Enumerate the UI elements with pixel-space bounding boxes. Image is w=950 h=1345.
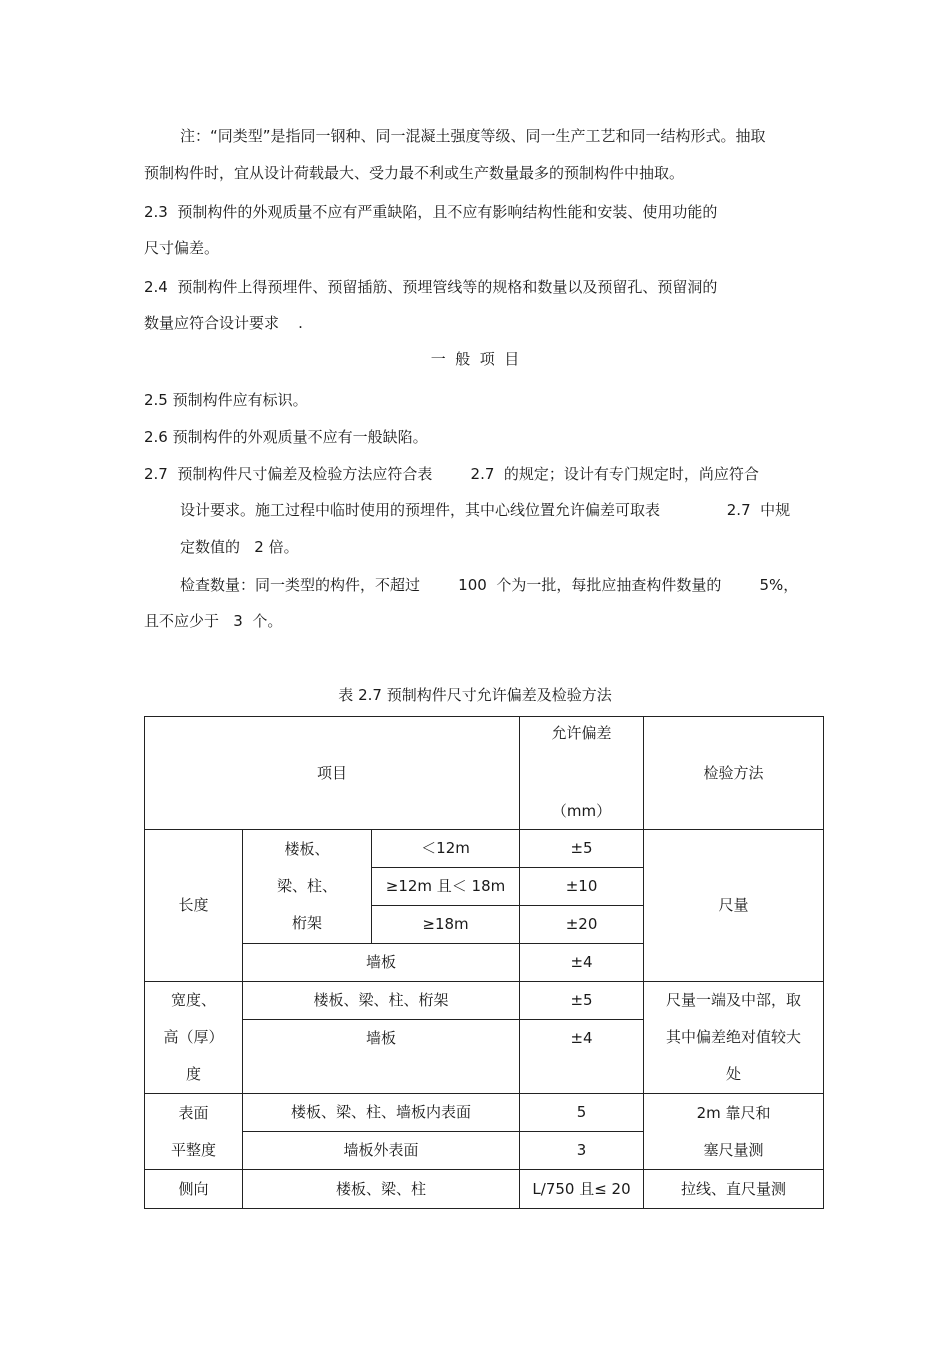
flatness-item-2: 墙板外表面	[243, 1132, 520, 1170]
length-group-line-1: 楼板、	[284, 840, 330, 858]
clause-2-4-line-2: 数量应符合设计要求 .	[144, 314, 303, 332]
flatness-tolerance-1: 5	[520, 1094, 644, 1132]
width-tolerance-2: ±4	[520, 1020, 644, 1094]
width-item-1: 楼板、梁、柱、桁架	[243, 982, 520, 1020]
table-header-row	[145, 717, 824, 830]
length-group-line-2: 梁、柱、	[276, 877, 337, 895]
lateral-tolerance: L/750 且≤ 20	[520, 1170, 644, 1209]
width-label-line-3: 度	[185, 1065, 201, 1083]
length-wall: 墙板	[243, 944, 520, 982]
width-method-line-2: 其中偏差绝对值较大	[666, 1028, 802, 1046]
flatness-tolerance-2: 3	[520, 1132, 644, 1170]
flatness-label-line-2: 平整度	[170, 1140, 216, 1159]
check-quantity-line-1: 检查数量：同一类型的构件，不超过 100 个为一批，每批应抽查构件数量的 5%，	[180, 576, 799, 594]
clause-2-3-line-1: 2.3 预制构件的外观质量不应有严重缺陷，且不应有影响结构性能和安装、使用功能的	[144, 203, 718, 221]
flatness-method	[644, 1094, 824, 1170]
length-group	[243, 830, 372, 944]
flatness-method-line-2: 塞尺量测	[703, 1140, 764, 1159]
note-line-2: 预制构件时，宜从设计荷载最大、受力最不利或生产数量最多的预制构件中抽取。	[144, 164, 685, 182]
header-item: 项目	[145, 717, 520, 830]
table-row	[145, 1170, 824, 1209]
table-row	[145, 1094, 824, 1132]
header-tolerance	[520, 717, 644, 830]
clause-2-7-line-1: 2.7 预制构件尺寸偏差及检验方法应符合表 2.7 的规定；设计有专门规定时，尚应符合	[144, 465, 759, 483]
length-range-2: ≥12m 且＜ 18m	[372, 868, 520, 906]
clause-2-5: 2.5 预制构件应有标识。	[144, 391, 308, 409]
length-tolerance-3: ±20	[520, 906, 644, 944]
flatness-item-1: 楼板、梁、柱、墙板内表面	[243, 1094, 520, 1132]
width-method	[644, 982, 824, 1094]
note-line-1: 注：“同类型”是指同一钢种、同一混凝土强度等级、同一生产工艺和同一结构形式。抽取	[180, 127, 766, 145]
clause-2-7-line-3: 定数值的 2 倍。	[180, 538, 299, 556]
flatness-method-line-1: 2m 靠尺和	[696, 1103, 771, 1122]
clause-2-3-line-2: 尺寸偏差。	[144, 239, 220, 257]
table-row	[145, 982, 824, 1020]
lateral-method: 拉线、直尺量测	[644, 1170, 824, 1209]
length-group-line-3: 桁架	[291, 914, 322, 932]
width-item-2: 墙板	[243, 1020, 520, 1094]
flatness-label	[145, 1094, 243, 1170]
header-tolerance-label: 允许偏差	[551, 724, 612, 742]
check-quantity-line-2: 且不应少于 3 个。	[144, 612, 283, 630]
tolerance-table	[144, 716, 824, 1209]
header-tolerance-unit: （mm）	[551, 802, 612, 820]
length-label: 长度	[145, 830, 243, 982]
width-label-line-2: 高（厚）	[163, 1028, 224, 1046]
length-tolerance-2: ±10	[520, 868, 644, 906]
width-method-line-3: 处	[726, 1065, 742, 1083]
width-label	[145, 982, 243, 1094]
flatness-label-line-1: 表面	[178, 1103, 209, 1122]
length-range-3: ≥18m	[372, 906, 520, 944]
table-row	[145, 830, 824, 868]
clause-2-4-line-1: 2.4 预制构件上得预埋件、预留插筋、预埋管线等的规格和数量以及预留孔、预留洞的	[144, 278, 718, 296]
width-tolerance-1: ±5	[520, 982, 644, 1020]
section-heading: 一 般 项 目	[430, 350, 520, 368]
table-caption: 表 2.7 预制构件尺寸允许偏差及检验方法	[338, 686, 612, 704]
length-tolerance-1: ±5	[520, 830, 644, 868]
header-method: 检验方法	[644, 717, 824, 830]
clause-2-7-line-2: 设计要求。施工过程中临时使用的预埋件，其中心线位置允许偏差可取表 2.7 中规	[180, 501, 791, 519]
lateral-item: 楼板、梁、柱	[243, 1170, 520, 1209]
length-method: 尺量	[644, 830, 824, 982]
lateral-label: 侧向	[145, 1170, 243, 1209]
clause-2-6: 2.6 预制构件的外观质量不应有一般缺陷。	[144, 428, 428, 446]
width-method-line-1: 尺量一端及中部，取	[666, 991, 802, 1009]
length-range-1: ＜12m	[372, 830, 520, 868]
length-wall-tolerance: ±4	[520, 944, 644, 982]
width-label-line-1: 宽度、	[170, 991, 216, 1009]
